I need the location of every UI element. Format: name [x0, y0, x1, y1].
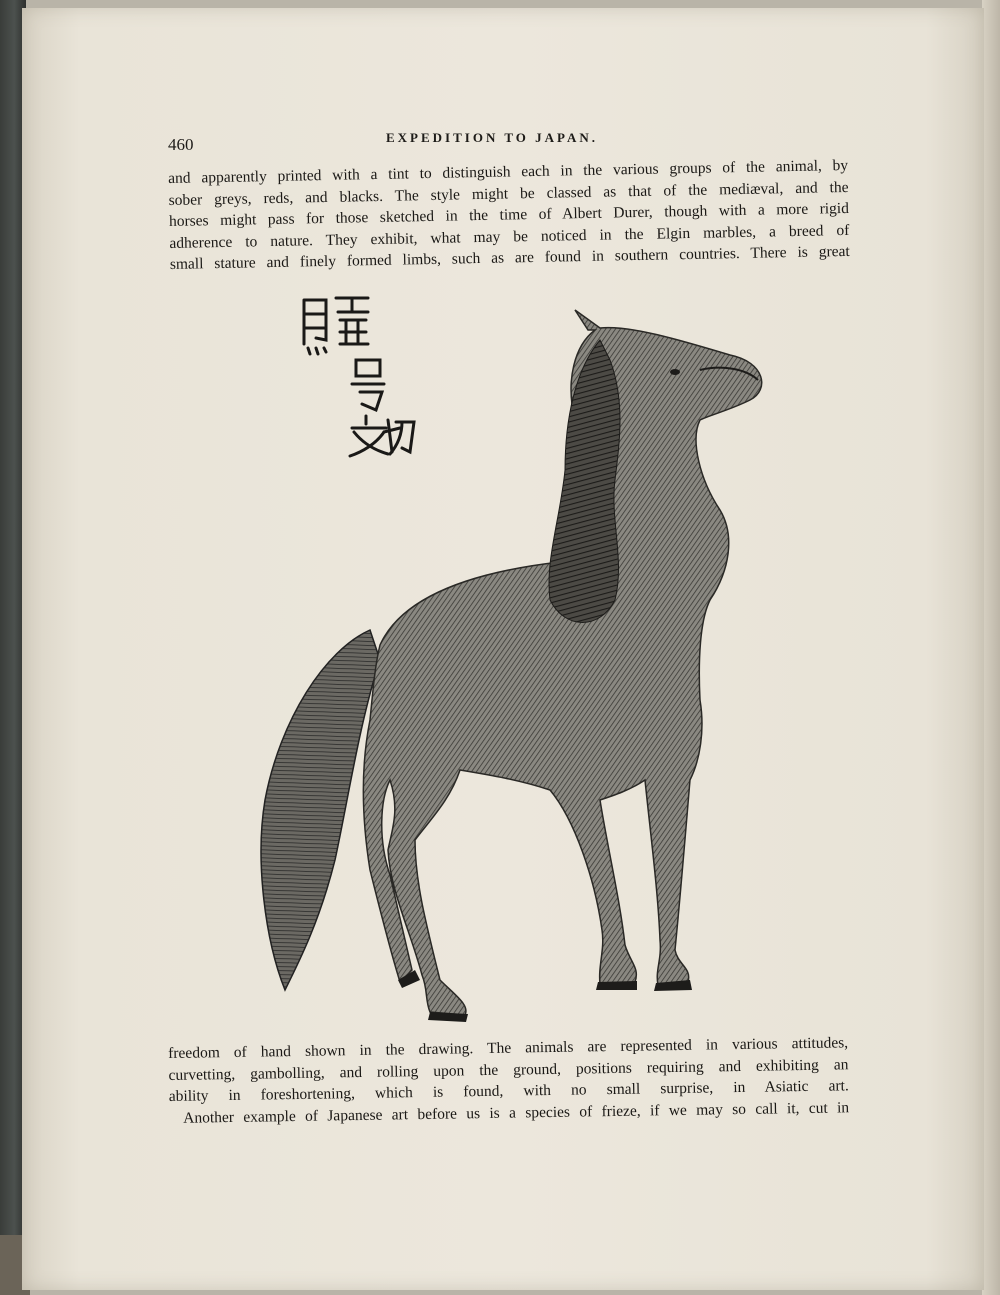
top-paragraph [168, 155, 850, 276]
page-edge [982, 0, 1000, 1295]
text-line: ability in foreshortening, which is found, with no small surprise, in Asiatic art. [168, 1077, 849, 1105]
text-line: sober greys, reds, and blacks. The style might be classed as that of the mediæval, and the [168, 178, 849, 209]
page-number: 460 [168, 135, 194, 154]
bottom-paragraph [168, 1032, 849, 1129]
text-line: curvetting, gambolling, and rolling upon the ground, positions requiring and exhibiting an [168, 1055, 849, 1084]
text-line: Another example of Japanese art before us is a species of frieze, if we may so call it, cut in [183, 1098, 850, 1127]
text-line: adherence to nature. They exhibit, what may be noticed in the Elgin marbles, a breed of [169, 221, 850, 252]
text-line: horses might pass for those sketched in the time of Albert Durer, though with a more rigid [168, 199, 850, 230]
text-line: freedom of hand shown in the drawing. The animals are represented in various attitudes, [168, 1034, 849, 1062]
page-header [168, 130, 848, 158]
text-line: small stature and finely formed limbs, such as are found in southern countries. There is great [169, 242, 850, 273]
calligraphy-inscription [296, 292, 416, 462]
text-line: and apparently printed with a tint to distinguish each in the various groups of the animal, by [168, 156, 849, 187]
running-head: EXPEDITION TO JAPAN. [386, 130, 599, 145]
